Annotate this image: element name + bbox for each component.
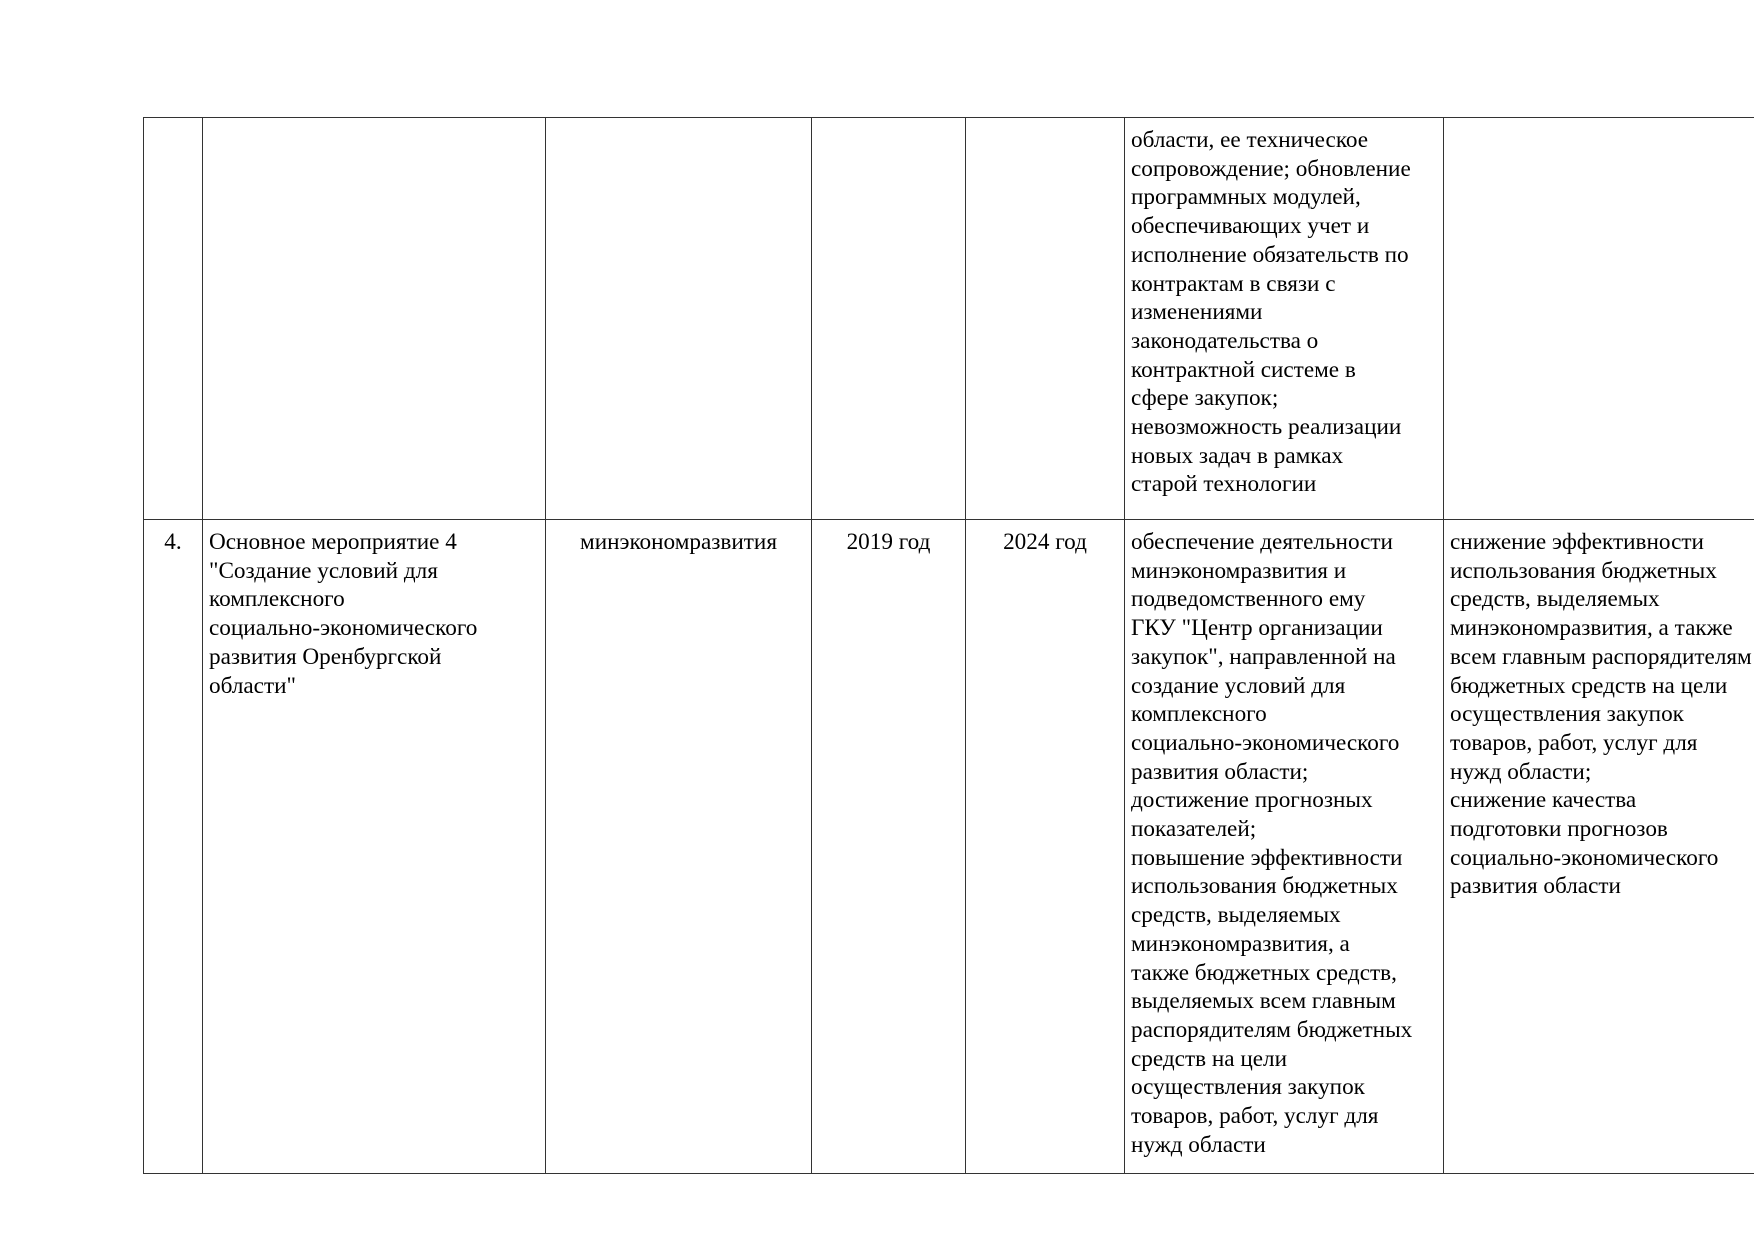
text-line: товаров, работ, услуг для <box>1131 1103 1379 1130</box>
non-implementation-consequences <box>1444 520 1754 1174</box>
measure-name <box>203 520 546 1174</box>
executor: минэкономразвития <box>546 520 812 1174</box>
text-line: создание условий для <box>1131 672 1346 699</box>
text-line: нужд области <box>1131 1131 1266 1158</box>
text-line: социально-экономического <box>1450 844 1719 871</box>
text-line: осуществления закупок <box>1450 701 1684 728</box>
text-line: старой технологии <box>1131 471 1317 498</box>
text-line: закупок", направленной на <box>1131 643 1396 670</box>
cell-end-empty <box>966 118 1125 520</box>
measures-table <box>143 117 1754 1174</box>
text-line: средств, выделяемых <box>1450 586 1660 613</box>
text-line: подведомственного ему <box>1131 586 1366 613</box>
text-line: исполнение обязательств по <box>1131 241 1409 268</box>
text-line: развития Оренбургской <box>209 643 442 670</box>
text-line: использования бюджетных <box>1450 557 1717 584</box>
expected-result <box>1125 520 1444 1174</box>
text-line: показателей; <box>1131 816 1257 843</box>
table-row-continued <box>144 118 1754 520</box>
text-line: обеспечивающих учет и <box>1131 213 1370 240</box>
text-line: изменениями <box>1131 299 1263 326</box>
text-line: развития области; <box>1131 758 1309 785</box>
text-line: сопровождение; обновление <box>1131 155 1411 182</box>
text-line: обеспечение деятельности <box>1131 529 1393 555</box>
text-line: комплексного <box>1131 701 1267 728</box>
cell-start-empty <box>812 118 966 520</box>
text-line: снижение эффективности <box>1450 529 1704 555</box>
cell-effects-continued <box>1125 118 1444 520</box>
text-line: комплексного <box>209 586 345 613</box>
text-line: развития области <box>1450 873 1621 900</box>
text-line: выделяемых всем главным <box>1131 988 1396 1015</box>
row-number: 4. <box>144 520 203 1174</box>
text-line: повышение эффективности <box>1131 844 1403 871</box>
text-line: контрактам в связи с <box>1131 270 1336 297</box>
text-line: достижение прогнозных <box>1131 787 1373 814</box>
text-line: области, ее техническое <box>1131 127 1369 153</box>
text-line: подготовки прогнозов <box>1450 816 1668 843</box>
text-line: области" <box>209 672 296 699</box>
text-line: средств на цели <box>1131 1045 1288 1072</box>
text-line: новых задач в рамках <box>1131 442 1344 469</box>
text-line: средств, выделяемых <box>1131 902 1341 929</box>
cell-executor-empty <box>546 118 812 520</box>
text-line: законодательства о <box>1131 327 1319 354</box>
text-line: социально-экономического <box>1131 729 1400 756</box>
text-line: сфере закупок; <box>1131 385 1279 412</box>
text-line: распорядителям бюджетных <box>1131 1016 1413 1043</box>
text-line: осуществления закупок <box>1131 1074 1365 1101</box>
text-line: "Создание условий для <box>209 557 438 584</box>
text-line: невозможность реализации <box>1131 414 1402 441</box>
text-line: минэкономразвития и <box>1131 557 1347 584</box>
end-year: 2024 год <box>966 520 1125 1174</box>
cell-number-empty <box>144 118 203 520</box>
start-year: 2019 год <box>812 520 966 1174</box>
text-line: минэкономразвития, а <box>1131 930 1350 957</box>
text-line: социально-экономического <box>209 615 478 642</box>
text-line: контрактной системе в <box>1131 356 1356 383</box>
text-line: товаров, работ, услуг для <box>1450 729 1698 756</box>
text-line: Основное мероприятие 4 <box>209 529 457 555</box>
text-line: всем главным распорядителям <box>1450 643 1752 670</box>
text-line: минэкономразвития, а также <box>1450 615 1733 642</box>
text-line: программных модулей, <box>1131 184 1361 211</box>
text-line: нужд области; <box>1450 758 1592 785</box>
text-line: использования бюджетных <box>1131 873 1398 900</box>
text-line: бюджетных средств на цели <box>1450 672 1728 699</box>
table-row-4 <box>144 520 1754 1174</box>
cell-measure-empty <box>203 118 546 520</box>
text-line: также бюджетных средств, <box>1131 959 1397 986</box>
cell-consequence-empty <box>1444 118 1754 520</box>
text-line: ГКУ "Центр организации <box>1131 615 1383 642</box>
text-line: снижение качества <box>1450 787 1637 814</box>
